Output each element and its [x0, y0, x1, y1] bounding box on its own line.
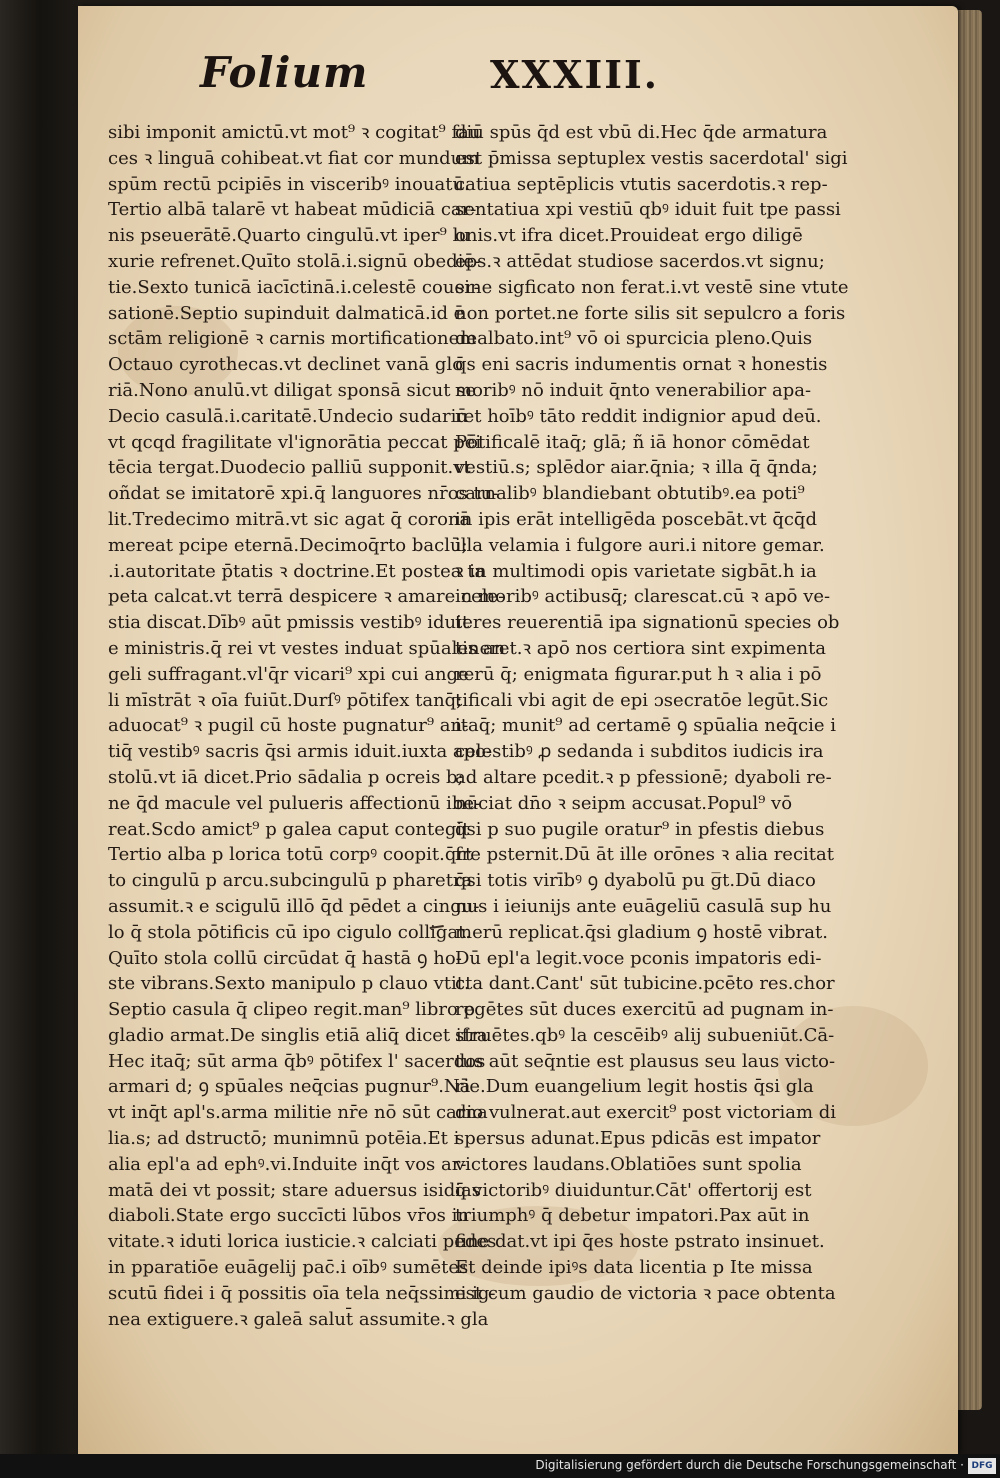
text-line: Tertio albā talarē vt habeat mūdiciā car-: [108, 199, 477, 221]
text-line: Dū epl'a legit.voce pconis impatoris edi-: [455, 947, 822, 969]
text-line: scutū fidei i q̄ possitis oīa tela neq̄ssimi ig-: [108, 1282, 496, 1304]
text-line: riā.Nono anulū.vt diligat sponsā sicut se: [108, 379, 477, 401]
text-line: catiua septēplicis vtutis sacerdotis.ꝛ rep-: [455, 173, 828, 195]
text-line: Decio casulā.i.caritatē.Undecio sudariū: [108, 405, 468, 427]
text-line: ste vibrans.Sexto manipulo p clauo vtit.: [108, 973, 470, 995]
text-line: lo q̄ stola pōtificis cū ipo cigulo colligat.: [108, 921, 472, 943]
text-line: illa velamia i fulgore auri.i nitore gemar.: [455, 534, 825, 556]
text-line: Octauo cyrothecas.vt declinet vanā glo: [108, 354, 464, 376]
text-line: li mīstrāt ꝛ oīa fuiūt.Durſꝰ pōtifex tanq̄;: [108, 689, 463, 711]
text-line: non portet.ne forte silis sit sepulcro a foris: [455, 302, 846, 324]
text-line: sibi imponit amictū.vt mot⁹ ꝛ cogitat⁹ fau: [108, 122, 481, 143]
text-line: fre psternit.Dū āt ille orōnes ꝛ alia recitat: [455, 844, 834, 866]
text-line: matā dei vt possit; stare aduersus isidias: [108, 1179, 481, 1201]
text-line: geli suffragant.vl'q̄r vicari⁹ xpi cui ange: [108, 663, 469, 685]
text-line: in moribꝰ actibusq̄; clarescat.cū ꝛ apō ve-: [455, 586, 831, 608]
digitization-footer: [0, 1454, 1000, 1478]
text-line: ad altare pcedit.ꝛ p pfessionē; dyaboli re-: [455, 766, 832, 788]
text-line: Tertio alba p lorica totū corpꝰ coopit.q̄rt: [108, 844, 473, 866]
text-line: nea extiguere.ꝛ galeā salut̄ assumite.ꝛ gla: [108, 1308, 489, 1330]
text-line: assumit.ꝛ e scigulū illō q̄d pēdet a cingu-: [108, 895, 480, 917]
text-line: cta dant.Cant' sūt tubicine.pcēto res.chor: [455, 973, 835, 995]
text-line: peta calcat.vt terrā despicere ꝛ amare cele-: [108, 586, 505, 608]
text-line: dio vulnerat.aut exercit⁹ post victoriam di: [455, 1102, 837, 1124]
text-line: nūciat dn̄o ꝛ seipm accusat.Popul⁹ vō: [455, 792, 793, 814]
text-line: rie.Dum euangelium legit hostis q̄si gla: [455, 1076, 814, 1098]
text-line: tineret.ꝛ apō nos certiora sint expimenta: [455, 637, 827, 659]
text-line: tificali vbi agit de epi ɔsecratōe legūt.Sic: [455, 689, 829, 711]
text-line: tus aūt seq̄ntie est plausus seu laus victo-: [455, 1050, 836, 1072]
folio-label: Folium: [200, 48, 369, 97]
text-line: struētes.qbꝰ la cescēibꝰ alij subueniūt.Cā-: [455, 1024, 835, 1046]
text-line: est cum gaudio de victoria ꝛ pace obtenta: [455, 1282, 836, 1304]
text-line: ret hoībꝰ tāto reddit indignior apud deū.: [455, 405, 822, 427]
text-line: sctām religionē ꝛ carnis mortificationem: [108, 328, 477, 350]
funding-credit: Digitalisierung gefördert durch die Deutsche Forschungsgemeinschaft ·: [535, 1458, 964, 1472]
text-line: xurie refrenet.Quīto stolā.i.signū obediē-: [108, 250, 481, 272]
text-line: moribꝰ nō induit q̄nto venerabilior apa-: [455, 379, 812, 401]
text-line: q̄ victoribꝰ diuiduntur.Cāt' offertorij est: [455, 1179, 812, 1201]
text-line: celestibꝰ ꝓ sedanda i subditos iudicis ira: [455, 741, 824, 763]
text-line: ne q̄d macule vel pulueris affectionū ibe-: [108, 792, 481, 814]
left-text-column: [108, 120, 506, 1332]
text-line: aduocat⁹ ꝛ pugil cū hoste pugnatur⁹ an-: [108, 715, 469, 737]
text-line: stia discat.Dībꝰ aūt pmissis vestibꝰ iduit: [108, 612, 470, 634]
text-line: nis pseuerātē.Quarto cingulū.vt iper⁹ lu: [108, 225, 470, 247]
text-line: merū replicat.q̄si gladium ꝯ hostē vibrat.: [455, 921, 828, 943]
text-line: ꝛ in multimodi opis varietate sigbāt.h ia: [455, 560, 817, 582]
text-line: Hec itaq̄; sūt arma q̄bꝰ pōtifex l' sacerdos: [108, 1050, 486, 1072]
text-line: reat.Scdo amict⁹ p galea caput contegit: [108, 818, 470, 840]
text-line: fine dat.vt ipi q̄es hoste pstrato insinuet.: [455, 1231, 825, 1253]
running-header: [200, 48, 760, 108]
text-line: itaq̄; munit⁹ ad certamē ꝯ spūalia neq̄cie i: [455, 715, 837, 737]
text-line: .i.autoritate p̄tatis ꝛ doctrine.Et postea ta: [108, 560, 486, 582]
text-line: eps.ꝛ attēdat studiose sacerdos.vt signu;: [455, 250, 825, 272]
dfg-logo: DFG: [968, 1458, 996, 1474]
text-line: nus i ieiunijs ante euāgeliū casulā sup hu: [455, 895, 832, 917]
text-line: lit.Tredecimo mitrā.vt sic agat q̄ coronā: [108, 508, 471, 530]
text-line: Quīto stola collū circūdat q̄ hastā ꝯ ho-: [108, 947, 462, 969]
right-text-column: [455, 120, 849, 1307]
text-line: rerū q̄; enigmata figurar.put h ꝛ alia i pō: [455, 663, 822, 685]
folio-number: XXXIII.: [490, 52, 660, 97]
text-line: dealbato.int⁹ vō oi spurcicia pleno.Quis: [455, 328, 813, 350]
text-line: Pōtificalē itaq̄; glā; ñ iā honor cōmēdat: [455, 431, 810, 453]
text-line: tēcia tergat.Duodecio palliū supponit.vt: [108, 457, 471, 479]
text-line: ces ꝛ linguā cohibeat.vt fiat cor mundum: [108, 147, 480, 169]
text-line: vt qcqd fragilitate vl'ignorātia peccat pēi: [108, 431, 482, 453]
text-line: est p̄missa septuplex vestis sacerdotal' sigi: [455, 147, 848, 169]
text-line: mereat pcipe eternā.Decimoq̄rto baclū;: [108, 534, 468, 556]
text-line: q̄si totis virībꝰ ꝯ dyabolū pu g̅t.Dū diaco: [455, 870, 816, 892]
text-line: teres reuerentiā ipa signationū species ob: [455, 612, 840, 634]
text-line: e ministris.q̄ rei vt vestes induat spūales an: [108, 637, 506, 659]
text-line: spersus adunat.Epus pdicās est impator: [455, 1128, 821, 1150]
text-line: tiq̄ vestibꝰ sacris q̄si armis iduit.iuxta apo-: [108, 741, 493, 763]
text-line: to cingulū p arcu.subcingulū p pharetra: [108, 870, 473, 892]
text-line: diū spūs q̄d est vbū di.Hec q̄de armatura: [455, 122, 828, 143]
text-line: tie.Sexto tunicā iacīctinā.i.celestē couer-: [108, 276, 480, 298]
text-line: spūm rectū pcipiēs in visceribꝰ inouatū.: [108, 173, 470, 195]
text-line: Et deinde ipiꝰs data licentia p Ite missa: [455, 1257, 813, 1279]
text-line: vitate.ꝛ iduti lorica iusticie.ꝛ calciati pedes: [108, 1231, 497, 1253]
text-line: armari d; ꝯ spūales neq̄cias pugnur⁹.Nā: [108, 1076, 471, 1098]
text-line: diaboli.State ergo succīcti lūbos vr̄os in: [108, 1205, 469, 1227]
text-line: sine sigficato non ferat.i.vt vestē sine vtute: [455, 276, 849, 298]
text-line: in pparatiōe euāgelij pac̄.i oībꝰ sumētes: [108, 1257, 469, 1279]
text-line: lia.s; ad dstructō; munimnū potēia.Et i: [108, 1128, 460, 1150]
text-line: carnalibꝰ blandiebant obtutibꝰ.ea poti⁹: [455, 483, 805, 505]
text-line: victores laudans.Oblatiōes sunt spolia: [455, 1153, 802, 1175]
text-line: q̄si p suo pugile oratur⁹ in pfestis diebus: [455, 818, 825, 840]
text-line: in ipis erāt intelligēda poscebāt.vt q̄cq̄d: [455, 508, 817, 530]
text-line: onis.vt ifra dicet.Prouideat ergo diligē: [455, 225, 803, 247]
text-line: gladio armat.De singlis etiā aliq̄ dicet ifra: [108, 1024, 488, 1046]
text-line: vt inq̄t apl's.arma militie nr̄e nō sūt carna: [108, 1102, 488, 1124]
text-line: regētes sūt duces exercitū ad pugnam in-: [455, 999, 834, 1021]
text-line: oñdat se imitatorē xpi.q̄ languores nr̄os tu-: [108, 483, 499, 505]
text-line: sationē.Septio supinduit dalmaticā.id ē: [108, 302, 465, 324]
text-line: sentatiua xpi vestiū qbꝰ iduit fuit tpe passi: [455, 199, 841, 221]
text-line: alia epl'a ad ephꝰ.vi.Induite inq̄t vos ar-: [108, 1153, 467, 1175]
text-line: Septio casula q̄ clipeo regit.man⁹ libro p: [108, 999, 476, 1021]
text-line: triumphꝰ q̄ debetur impatori.Pax aūt in: [455, 1205, 810, 1227]
text-line: q̄s eni sacris indumentis ornat ꝛ honestis: [455, 354, 828, 376]
text-line: vestiū.s; splēdor aiar.q̄nia; ꝛ illa q̄ q̄nda;: [455, 457, 818, 479]
text-line: stolū.vt iā dicet.Prio sādalia p ocreis b;: [108, 766, 464, 788]
